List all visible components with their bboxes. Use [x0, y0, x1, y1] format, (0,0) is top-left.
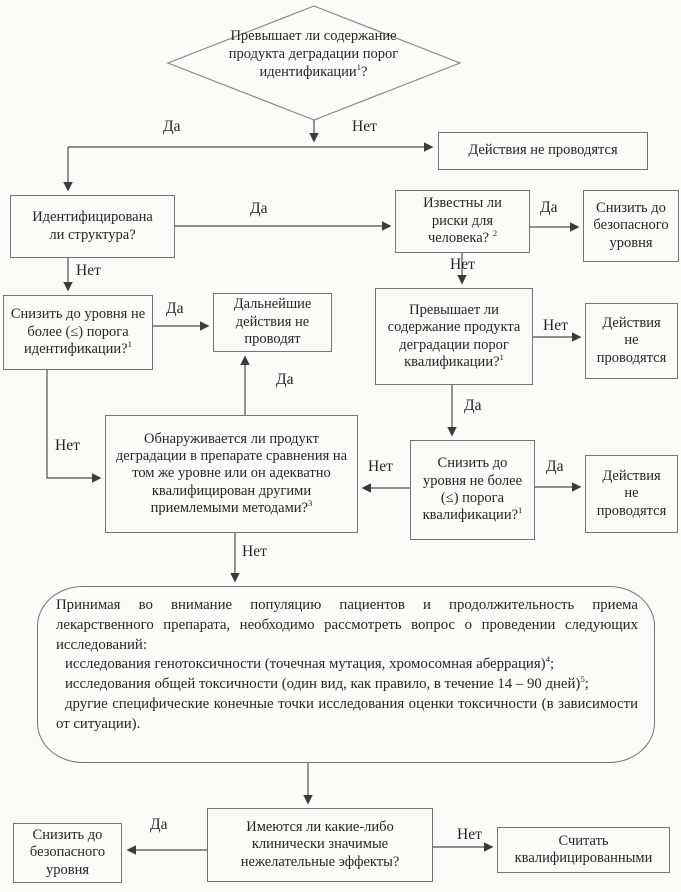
edge-label-structure-no: Нет — [76, 262, 101, 279]
edge-label-clinical-no: Нет — [457, 826, 482, 843]
node-no-further-actions: Дальнейшие действия не проводят — [213, 293, 332, 352]
node-no-actions-mid-1: Действия не проводятся — [585, 303, 678, 379]
edge-label-reduce-ident-yes: Да — [166, 300, 184, 317]
node-considerations — [37, 586, 655, 763]
edge-label-risks-no: Нет — [450, 256, 475, 273]
edge-label-risks-yes: Да — [540, 199, 558, 216]
node-consider-qualified: Считать квалифицированными — [497, 827, 670, 873]
edge-label-detected-yes: Да — [276, 371, 294, 388]
considerations-genotoxicity: исследования генотоксичности (точечная мутация, хромосомная аберрация)$^4$; — [65, 654, 555, 673]
node-reduce-qualification-threshold: Снизить до уровня не более (≤) порога квалификации?$^1$ — [410, 440, 535, 540]
considerations-other-endpoints: другие специфические конечные точки исследования оценки токсичности (в зависимости от ситуации). — [56, 696, 638, 732]
edge-label-diamond-no: Нет — [352, 118, 377, 135]
edge-label-reduce-ident-no: Нет — [55, 437, 80, 454]
edge-reduce-ident-to-detected — [47, 370, 100, 478]
edge-label-clinical-yes: Да — [150, 816, 168, 833]
edge-label-qualification-no: Нет — [543, 317, 568, 334]
node-threshold-qualification: Превышает ли содержание продукта деградации порог квалификации?$^1$ — [375, 288, 533, 385]
considerations-intro: Принимая во внимание популяцию пациентов и продолжительность приема лекарственного препарата, необходимо рассмотреть вопрос о проведении следующих исследований: — [56, 597, 638, 653]
node-detected-in-reference: Обнаруживается ли продукт деградации в препарате сравнения на том же уровне или он адекватно квалифицирован другими приемлемыми методами?$^3$ — [105, 415, 358, 533]
edge-label-reduce-qual-no: Нет — [368, 458, 393, 475]
node-threshold-identification-decision: Превышает ли содержание продукта деградации порог идентификации$^1$? — [228, 28, 399, 81]
node-reduce-identification-threshold: Снизить до уровня не более (≤) порога идентификации?$^1$ — [3, 295, 153, 370]
edge-label-detected-no: Нет — [242, 543, 267, 560]
node-human-risks: Известны ли риски для человека? $^2$ — [395, 190, 530, 253]
edge-label-reduce-qual-yes: Да — [546, 458, 564, 475]
node-reduce-safe-level-right: Снизить до безопасного уровня — [583, 190, 679, 262]
node-no-actions-mid-2: Действия не проводятся — [585, 455, 678, 533]
node-reduce-safe-level-bottom: Снизить до безопасного уровня — [13, 823, 122, 883]
considerations-general-toxicity: исследования общей токсичности (один вид, как правило, в течение 14 – 90 дней)$^5$; — [65, 674, 589, 693]
node-no-actions-top: Действия не проводятся — [438, 132, 648, 170]
edge-label-structure-yes: Да — [250, 200, 268, 217]
edge-label-qualification-yes: Да — [464, 397, 482, 414]
node-structure-identified: Идентифицирована ли структура? — [10, 195, 175, 258]
edge-label-diamond-yes: Да — [163, 118, 181, 135]
node-clinical-effects: Имеются ли какие-либо клинически значимые нежелательные эффекты? — [207, 808, 433, 882]
